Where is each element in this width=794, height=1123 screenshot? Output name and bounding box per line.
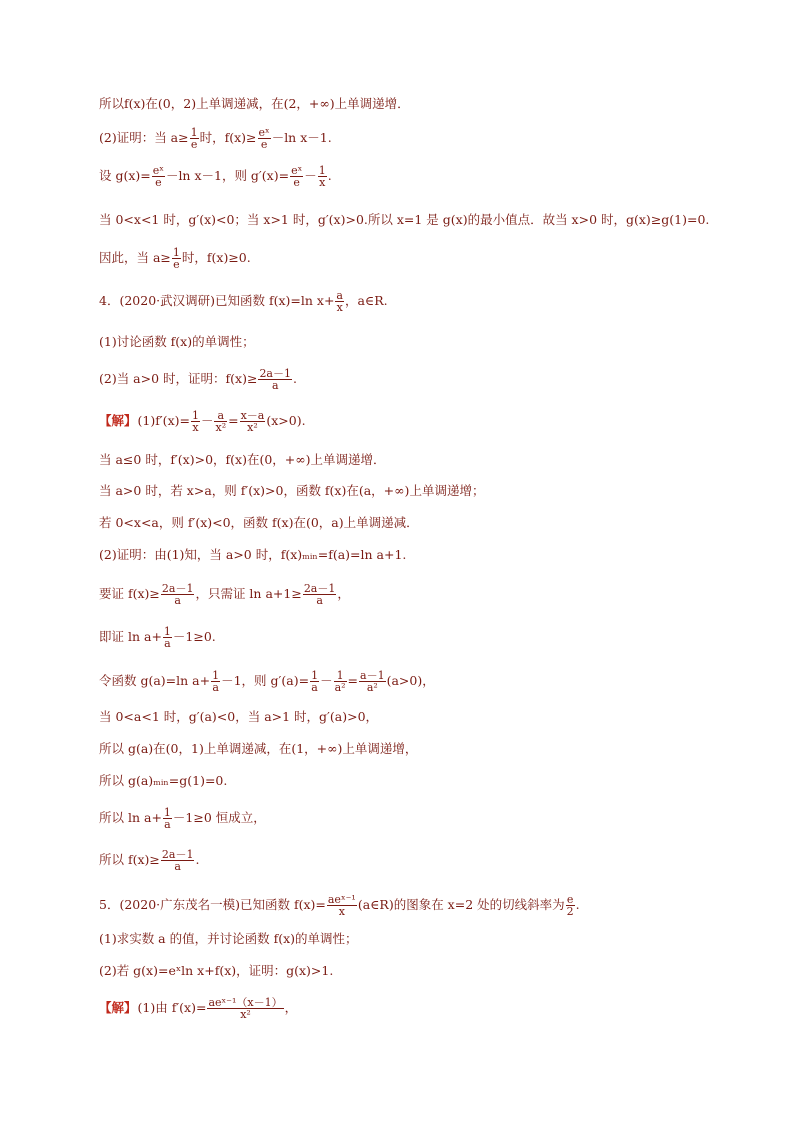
text-span: 5．(2020·广东茂名一模)已知函数 f(x)= [99, 897, 326, 912]
text-line [99, 805, 266, 831]
text-line [99, 771, 227, 791]
text-span: 时，f(x)≥0. [181, 250, 251, 265]
fraction-denominator: a [311, 680, 318, 694]
text-line [99, 332, 255, 352]
text-span: 所以 g(a)在(0，1)上单调递减，在(1，+∞)上单调递增， [99, 741, 418, 756]
fraction-numerator: a－1 [360, 668, 385, 682]
text-span: 所以f(x)在(0，2)上单调递减，在(2，+∞)上单调递增． [99, 96, 410, 111]
text-span: 令函数 g(a)=ln a+ [99, 673, 211, 688]
text-span: (1)求实数 a 的值，并讨论函数 f(x)的单调性； [99, 931, 358, 946]
fraction [310, 670, 319, 693]
fraction-numerator: 1 [172, 245, 180, 259]
fraction-denominator: x [192, 420, 199, 434]
fraction-numerator: eˣ [152, 163, 164, 177]
text-line [99, 668, 435, 694]
text-span: 设 g(x)= [99, 168, 151, 183]
text-span: －1≥0 恒成立， [172, 810, 266, 825]
fraction [258, 368, 292, 391]
text-line [99, 961, 333, 981]
fraction-denominator: x² [247, 420, 258, 434]
fraction-numerator: eˣ [291, 163, 303, 177]
solution-marker: 【解】 [99, 413, 137, 428]
fraction-numerator: aeˣ⁻¹（x－1） [208, 995, 283, 1009]
text-span: 若 0<x<a，则 f′(x)<0，函数 f(x)在(0，a)上单调递减． [99, 515, 419, 530]
text-span: (x>0). [266, 413, 306, 428]
text-span: 4．(2020·武汉调研)已知函数 f(x)=ln x+ [99, 293, 335, 308]
fraction-numerator: x－a [240, 408, 265, 422]
fraction [190, 127, 199, 150]
fraction-denominator: a [271, 378, 279, 392]
text-span: (a>0)， [386, 673, 435, 688]
fraction-denominator: a [316, 593, 323, 607]
fraction-denominator: a [164, 636, 171, 650]
fraction [211, 670, 220, 693]
fraction-numerator: a [214, 410, 227, 422]
fraction-numerator: 2a－1 [161, 847, 194, 861]
fraction-numerator: 1 [311, 668, 319, 682]
fraction-denominator: a [164, 817, 171, 831]
text-span: －1≥0. [172, 629, 216, 644]
fraction [303, 583, 337, 606]
text-span: (1)f′(x)= [137, 413, 190, 428]
fraction-denominator: e [260, 137, 268, 151]
text-line [99, 94, 410, 114]
text-span: － [320, 673, 333, 688]
fraction [359, 670, 386, 693]
fraction [334, 670, 347, 693]
text-line [99, 707, 378, 727]
text-span: 所以 g(a)ₘᵢₙ=g(1)=0. [99, 773, 228, 788]
text-span: . [575, 897, 580, 912]
fraction [318, 165, 327, 188]
fraction-numerator: 2a－1 [259, 366, 291, 380]
text-span: . [327, 168, 332, 183]
fraction-denominator: a² [334, 680, 346, 694]
text-line [99, 847, 200, 873]
fraction-denominator: x [338, 904, 345, 918]
text-span: ， [284, 1000, 298, 1015]
fraction [214, 410, 227, 433]
text-line [99, 545, 406, 565]
fraction-denominator: x² [215, 420, 227, 434]
fraction-denominator: e [173, 257, 180, 271]
text-span: 所以 f(x)≥ [99, 852, 160, 867]
fraction-numerator: e [566, 892, 574, 906]
text-span: = [228, 413, 239, 428]
text-span: . [195, 852, 200, 867]
fraction [335, 290, 344, 313]
fraction-denominator: x [319, 175, 326, 189]
fraction [163, 626, 172, 649]
text-span: ，只需证 ln a+1≥ [195, 586, 302, 601]
text-span: 时，f(x)≥ [199, 130, 257, 145]
fraction-denominator: x [336, 300, 343, 314]
text-line [99, 450, 386, 470]
fraction [207, 997, 283, 1020]
text-span: (2)证明：由(1)知，当 a>0 时，f(x)ₘᵢₙ=f(a)=ln a+1. [99, 547, 407, 562]
fraction-numerator: 1 [163, 624, 171, 638]
fraction [258, 127, 271, 150]
text-line [99, 929, 358, 949]
fraction [327, 894, 357, 917]
fraction-numerator: 2a－1 [161, 581, 194, 595]
fraction [290, 165, 303, 188]
fraction-numerator: a [336, 288, 343, 302]
text-line [99, 245, 251, 271]
text-line [99, 163, 332, 189]
text-span: －ln x－1，则 g′(x)= [165, 168, 290, 183]
fraction-denominator: a [174, 859, 181, 873]
fraction-denominator: e [155, 175, 162, 189]
fraction-numerator: eˣ [258, 125, 270, 139]
text-span: 所以 ln a+ [99, 810, 162, 825]
fraction-numerator: 1 [334, 670, 347, 682]
text-line [99, 624, 216, 650]
fraction-numerator: aeˣ⁻¹ [327, 892, 356, 906]
fraction [163, 807, 172, 830]
fraction [240, 410, 266, 433]
text-span: 当 a≤0 时，f′(x)>0，f(x)在(0，+∞)上单调递增． [99, 452, 386, 467]
text-line [99, 125, 332, 151]
fraction [161, 583, 195, 606]
solution-marker: 【解】 [99, 1000, 137, 1015]
fraction-denominator: e [190, 137, 198, 151]
fraction-numerator: 1 [318, 163, 326, 177]
fraction-denominator: x² [240, 1007, 251, 1021]
fraction [161, 849, 195, 872]
text-line [99, 739, 417, 759]
text-span: . [293, 371, 297, 386]
text-span: 要证 f(x)≥ [99, 586, 160, 601]
fraction-numerator: 2a－1 [303, 581, 336, 595]
text-span: (2)证明：当 a≥ [99, 130, 189, 145]
text-span: －ln x－1. [271, 130, 332, 145]
text-span: － [200, 413, 214, 428]
text-span: 当 a>0 时，若 x>a，则 f′(x)>0，函数 f(x)在(a，+∞)上单调递增； [99, 483, 485, 498]
fraction-denominator: a [174, 593, 181, 607]
text-line [99, 288, 388, 314]
fraction-denominator: 2 [566, 904, 574, 918]
text-line [99, 892, 580, 918]
text-line [99, 366, 297, 392]
text-line [99, 995, 298, 1021]
text-span: －1，则 g′(a)= [221, 673, 310, 688]
fraction-numerator: 1 [190, 125, 198, 139]
fraction-numerator: 1 [191, 408, 199, 422]
text-span: ，a∈R. [344, 293, 388, 308]
fraction [191, 410, 200, 433]
fraction-numerator: 1 [163, 805, 171, 819]
text-span: (2)若 g(x)=eˣln x+f(x)，证明：g(x)>1. [99, 963, 334, 978]
text-span: = [347, 673, 359, 688]
text-span: 当 0<a<1 时，g′(a)<0，当 a>1 时，g′(a)>0， [99, 709, 379, 724]
text-span: － [304, 168, 317, 183]
text-line [99, 581, 350, 607]
text-span: 当 0<x<1 时，g′(x)<0；当 x>1 时，g′(x)>0.所以 x=1 是 g(x)的最小值点．故当 x>0 时，g(x)≥g(1)=0. [99, 212, 710, 227]
text-span: (1)讨论函数 f(x)的单调性； [99, 334, 255, 349]
text-line [99, 513, 419, 533]
text-line [99, 408, 306, 434]
fraction [152, 165, 165, 188]
text-span: (2)当 a>0 时，证明：f(x)≥ [99, 371, 258, 386]
fraction [566, 894, 575, 917]
text-line [99, 210, 709, 230]
text-line [99, 481, 484, 501]
text-span: (a∈R)的图象在 x=2 处的切线斜率为 [357, 897, 565, 912]
fraction-denominator: a [212, 680, 219, 694]
text-span: 因此，当 a≥ [99, 250, 171, 265]
text-span: ， [337, 586, 350, 601]
fraction-numerator: 1 [212, 668, 220, 682]
fraction-denominator: a² [366, 680, 378, 694]
fraction-denominator: e [293, 175, 300, 189]
fraction [172, 247, 181, 270]
text-span: (1)由 f′(x)= [137, 1000, 207, 1015]
text-span: 即证 ln a+ [99, 629, 162, 644]
